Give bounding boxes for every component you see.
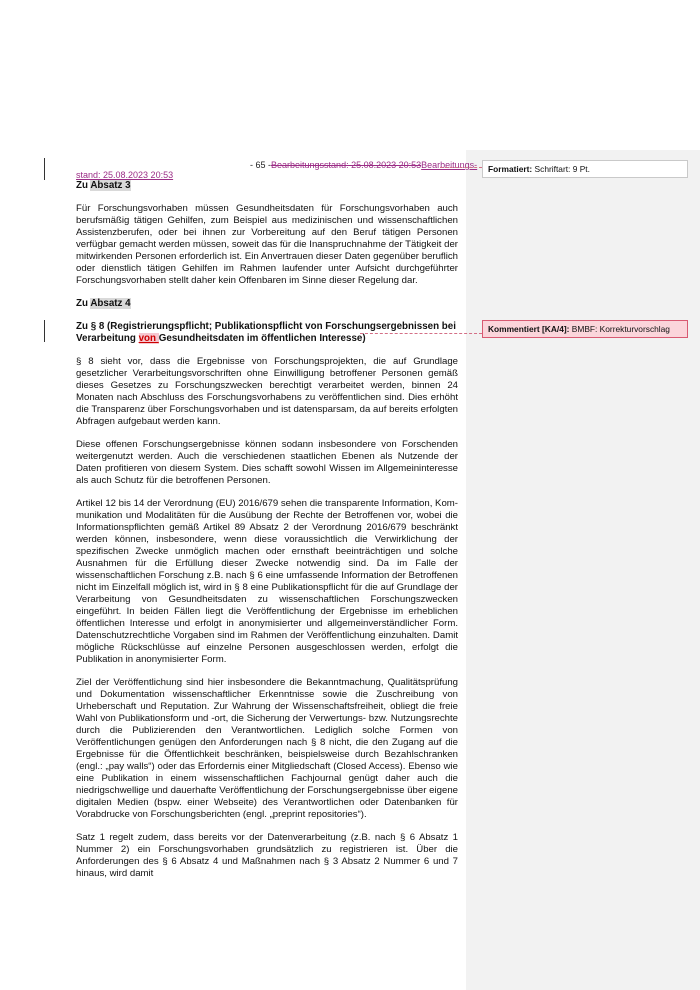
comment-label: Kommentiert [KA/4]: xyxy=(488,324,570,334)
balloon-text: Schriftart: 9 Pt. xyxy=(534,164,590,174)
heading-prefix: Zu xyxy=(76,180,91,191)
heading-absatz-4 xyxy=(76,298,458,310)
change-bar xyxy=(44,158,45,180)
change-bar xyxy=(44,320,45,342)
heading-text-end: Gesundheitsdaten im öffentlichen Interesse) xyxy=(158,333,366,344)
paragraph: Satz 1 regelt zudem, dass bereits vor der Datenverarbeitung (z.B. nach § 6 Absatz 1 Nummer 2) ein Forschungsvorhaben grundsätzlich zu registrieren ist. Über die Anforderungen des § 6 Absatz 4 und Maßnahmen nach § 3 Absatz 2 Nummer 6 und 7 hinaus, wird damit xyxy=(76,832,458,879)
paragraph: § 8 sieht vor, dass die Ergebnisse von Forschungsprojekten, die auf Grundlage gesetzlicher Verarbeitungsvorschriften ohne Einwilligung betroffener Personen gemäß dieses Gesetzes zu Forschungszwecken berechtigt verarbeitet werden, binnen 24 Monaten nach Abschluss des Forschungsvorhabens zu veröffentlichen sind. Dies erhöht die Transparenz über Forschungsvorhaben und ist datensparsam, da auf bereits erfolgten Abfragen aufgebaut werden kann. xyxy=(76,356,458,427)
deleted-header-text: Bearbeitungsstand: 25.08.2023 20:53 xyxy=(271,160,422,170)
document-body xyxy=(76,180,458,891)
page-header xyxy=(250,160,478,170)
highlighted-absatz-3: Absatz 3 xyxy=(90,180,131,191)
inserted-header-text: Bearbeitungs- xyxy=(421,160,478,170)
paragraph: Ziel der Veröffentlichung sind hier insbesondere die Bekanntmachung, Qualitätsprüfung und Dokumentation wissenschaftlicher Erkenntnisse sowie die Zuschreibung von Urheberschaft und Reputation. Zur Wahrung der Wissenschaftsfreiheit, obliegt die freie Wahl von Publikationsform und -ort, die Sicherung der Verwertungs- bzw. Nutzungsrechte durch die Publizierenden den Verantwortlichen. Lediglich solche Formen von Veröffentlichungen genügen den Anforderungen nach § 8 nicht, die den Zugang auf die Ergebnisse für die Öffentlichkeit beschränken, beispielsweise durch Bezahlschranken (engl.: „pay walls“) oder das Erfordernis einer Mitgliedschaft (Closed Access). Ebenso wie eine Publikation in einem wissenschaftlichen Fachjournal genügt daher auch die niedrigschwellige und dauerhafte Veröffentlichung der Forschungsergebnisse über eigene digitalen Medien (bspw. einer Webseite) des Verantwortlichen oder Datenbanken für Vorabdrucke von Forschungsberichten (engl. „preprint repositories“). xyxy=(76,677,458,820)
page-number: - 65 - xyxy=(250,160,272,170)
comment-anchor[interactable]: von xyxy=(138,333,159,344)
highlighted-absatz-4: Absatz 4 xyxy=(90,298,131,309)
paragraph: Für Forschungsvorhaben müssen Gesundheitsdaten für Forschungsvorhaben auch berufsmäßig tätigen Gehilfen, zum Beispiel aus medizinischen und wissenschaftlichen Assistenzberufen, oder bei ihnen zur Vorbereitung auf den Beruf tätigen Personen verfügbar gemacht werden müssen, soweit das für die Inanspruchnahme der Tätigkeit der mitwirkenden Personen erforderlich ist. Ein Anvertrauen dieser Daten gegenüber beruflich oder dienstlich tätigen Gehilfen im Rahmen laufender unter Aufsicht durchgeführter Forschungsvorhaben stellt daher kein Offenbaren im Sinne dieser Regelung dar. xyxy=(76,203,458,286)
paragraph: Diese offenen Forschungsergebnisse können sodann insbesondere von Forschenden weitergenutzt werden. Auch die verschiedenen staatlichen Ebenen als Nutzende der Daten profitieren von diesem System. Dies schafft sowohl Wissen im Allgemeininteresse als auch Schutz für die betroffenen Personen. xyxy=(76,439,458,486)
comment-text: BMBF: Korrekturvorschlag xyxy=(571,324,670,334)
format-balloon[interactable] xyxy=(482,160,688,178)
paragraph: Artikel 12 bis 14 der Verordnung (EU) 2016/679 sehen die transparente Information, Kommunikation und Modalitäten für die Ausübung der Rechte der Betroffenen vor, wobei die Informationspflichten gemäß Artikel 89 Absatz 2 der Verordnung 2016/679 beschränkt werden können, insbesondere, wenn diese voraussichtlich die Verwirklichung der spezifischen Zwecke unmöglich machen oder ernsthaft beeinträchtigen und solche Ausnahmen für die Erfüllung dieser Zwecke notwendig sind. Da im Falle der wissenschaftlichen Forschung z.B. nach § 6 eine umfassende Information der Betroffenen nicht im Einzelfall möglich ist, wird in § 8 eine Publikationspflicht für die auf Grundlage der Verarbeitung von Gesundheitsdaten zu wissenschaftlichen Forschungszwecken eingeführt. In beiden Fällen liegt die Veröffentlichung der Ergebnisse im erheblichen öffentlichen Interesse und erfolgt in anonymisierter und allgemeinverständlicher Form. Datenschutzrechtliche Vorgaben sind im Rahmen der Veröffentlichung einzuhalten. Damit mögliche Rückschlüsse auf einzelne Personen ausgeschlossen werden, erfolgt die Publikation in anonymisierter Form. xyxy=(76,498,458,665)
balloon-label: Formatiert: xyxy=(488,164,533,174)
comment-leader-line xyxy=(360,333,482,334)
heading-prefix: Zu xyxy=(76,298,91,309)
markup-pane xyxy=(466,150,700,990)
heading-text: Zu § 8 (Registrierungspflicht; Publikationspflicht von Forschungsergebnissen bei Verarbeitung xyxy=(76,321,456,344)
heading-absatz-3 xyxy=(76,180,458,192)
format-leader-line xyxy=(440,167,482,168)
inserted-header-continuation: stand: 25.08.2023 20:53 xyxy=(76,170,174,180)
comment-balloon[interactable] xyxy=(482,320,688,338)
